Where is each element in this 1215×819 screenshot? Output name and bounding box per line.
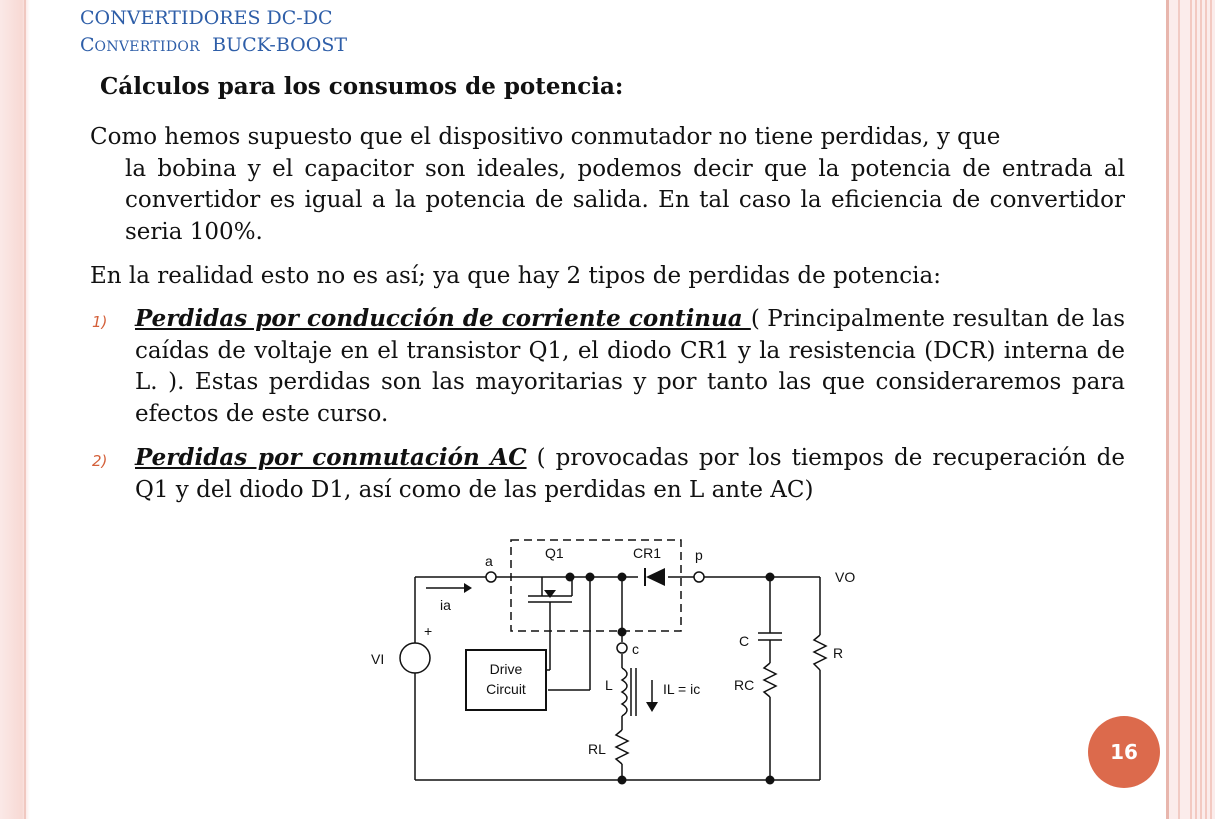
paragraph-1-rest: la bobina y el capacitor son ideales, podemos decir que la potencia de entrada al convertidor es igual a la potencia de salida. En tal caso la eficiencia de convertidor seria 100%. <box>125 155 1125 245</box>
list-number-2: 2) <box>92 452 108 470</box>
header-line-2: CONVERTIDOR BUCK-BOOST <box>80 34 348 56</box>
label-cr1: CR1 <box>633 545 662 561</box>
label-node-p: p <box>695 547 703 563</box>
label-vo: VO <box>835 569 856 585</box>
section-title: Cálculos para los consumos de potencia: <box>100 73 624 100</box>
paragraph-2: En la realidad esto no es así; ya que hay 2 tipos de perdidas de potencia: <box>90 263 941 289</box>
list-item-1-title: Perdidas por conducción de corriente continua <box>135 305 751 332</box>
right-decorative-border <box>1166 0 1215 819</box>
list-item-1 <box>135 303 1125 430</box>
header-line-1: CONVERTIDORES DC-DC <box>80 7 333 29</box>
label-resistor: R <box>833 645 844 661</box>
list-item-2-title: Perdidas por conmutación AC <box>135 444 527 471</box>
left-border-line <box>24 0 26 819</box>
label-q1: Q1 <box>545 545 564 561</box>
list-item-2 <box>135 442 1125 506</box>
label-drive-line-1: Drive <box>489 661 523 677</box>
list-number-1: 1) <box>92 313 108 331</box>
paragraph-1-first-line: Como hemos supuesto que el dispositivo conmutador no tiene perdidas, y que <box>90 124 1001 150</box>
label-node-a: a <box>485 553 493 569</box>
label-plus: + <box>424 623 433 639</box>
label-node-c: c <box>632 641 639 657</box>
buck-boost-circuit-diagram <box>360 530 880 795</box>
label-il-equals-ic: IL = ic <box>663 681 701 697</box>
paragraph-1 <box>90 122 1125 248</box>
page-number: 16 <box>1110 740 1138 764</box>
label-rl: RL <box>588 741 606 757</box>
label-ia: ia <box>440 597 451 613</box>
label-capacitor: C <box>739 633 750 649</box>
label-drive-line-2: Circuit <box>486 681 526 697</box>
list-item-1-text: ( Principalmente resultan de las caídas de voltaje en el transistor Q1, el diodo CR1 y la resistencia (DCR) interna de L. ). Estas perdidas son las mayoritarias y por tanto las que consideraremos para efectos de este curso. <box>135 306 1125 427</box>
list-item-2-text: ( provocadas por los tiempos de recuperación de Q1 y del diodo D1, así como de las perdidas en L ante AC) <box>135 445 1125 503</box>
label-vi: VI <box>371 651 385 667</box>
label-inductor: L <box>605 677 613 693</box>
label-rc: RC <box>734 677 755 693</box>
page-number-badge <box>1088 716 1160 788</box>
